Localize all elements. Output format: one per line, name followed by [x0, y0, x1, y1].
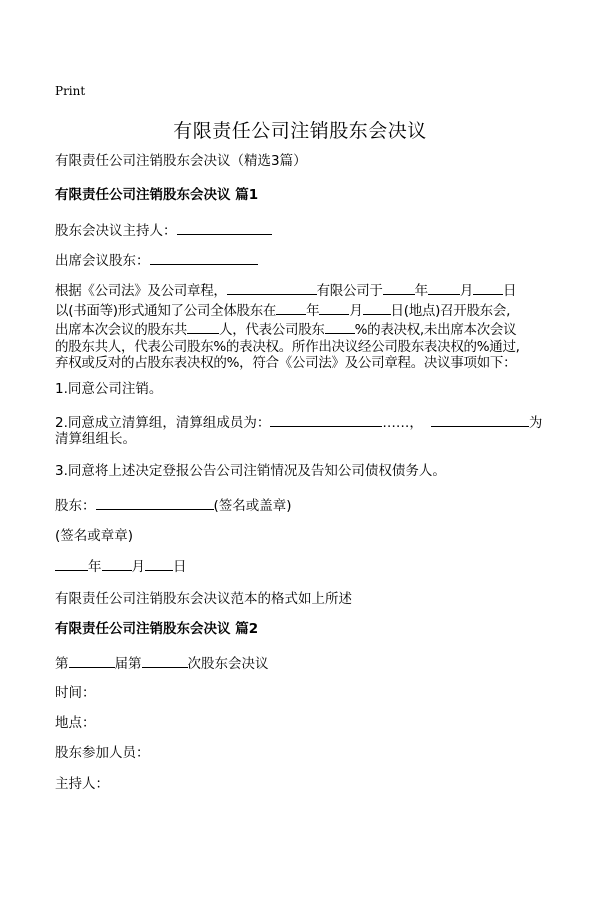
attendees-blank	[150, 250, 258, 265]
session-text: 次股东会决议	[187, 656, 269, 672]
blank	[145, 556, 173, 571]
blank	[55, 556, 88, 571]
host-label: 股东会决议主持人：	[55, 223, 177, 239]
paragraph-row	[55, 300, 545, 320]
document-subtitle: 有限责任公司注销股东会决议（精选3篇）	[55, 153, 307, 169]
session-text: 第	[55, 656, 69, 672]
place-line: 地点：	[55, 715, 96, 731]
item-2	[55, 412, 542, 432]
paragraph-row: 弃权或反对的占股东表决权的%，符合《公司法》及公司章程。决议事项如下：	[55, 355, 517, 371]
date-line	[55, 556, 187, 576]
paragraph-text: 年	[306, 302, 320, 319]
blank	[69, 653, 115, 668]
blank	[102, 556, 132, 571]
attendees-line	[55, 250, 258, 270]
blank	[431, 412, 529, 427]
blank	[363, 300, 391, 315]
paragraph-text: 人，代表公司股东	[219, 322, 325, 338]
time-line: 时间：	[55, 685, 96, 701]
paragraph-row	[55, 319, 545, 339]
resolution-paragraph	[55, 280, 545, 372]
section2-heading: 有限责任公司注销股东会决议 篇2	[55, 621, 259, 637]
paragraph-text: 日	[503, 283, 517, 299]
blank	[319, 300, 349, 315]
paragraph-text: 年	[414, 283, 428, 299]
paragraph-text: %的表决权,未出席本次会议	[354, 322, 517, 338]
blank	[383, 280, 415, 295]
blank	[325, 319, 355, 334]
shareholder-line	[55, 495, 292, 515]
page-title: 有限责任公司注销股东会决议	[173, 120, 427, 142]
item-1: 1.同意公司注销。	[55, 381, 163, 397]
blank	[187, 319, 219, 334]
blank	[227, 280, 317, 295]
shareholder-label: 股东：	[55, 498, 96, 514]
attendees-label: 出席会议股东：	[55, 253, 150, 269]
date-text: 日	[173, 559, 187, 575]
blank	[473, 280, 503, 295]
paragraph-row: 的股东共人，代表公司股东%的表决权。所作出决议经公司股东表决权的%通过,	[55, 338, 520, 355]
item-text: 为	[528, 415, 543, 431]
shareholder-sign: (签名或盖章)	[213, 498, 292, 514]
host-line	[55, 220, 272, 240]
paragraph-text: 月	[349, 302, 363, 319]
item-text: ……，	[382, 415, 423, 431]
session-text: 届第	[114, 656, 142, 672]
date-text: 月	[131, 559, 145, 575]
item-text: 2.同意成立清算组，清算组成员为：	[55, 415, 271, 431]
participants-line: 股东参加人员：	[55, 745, 150, 761]
host-blank	[177, 220, 272, 235]
paragraph-text: 出席本次会议的股东共	[55, 322, 187, 338]
section1-heading: 有限责任公司注销股东会决议 篇1	[55, 187, 259, 203]
blank	[270, 412, 382, 427]
blank	[428, 280, 460, 295]
date-text: 年	[88, 559, 102, 575]
shareholder-blank	[96, 495, 214, 510]
paragraph-row	[55, 280, 545, 300]
seal-line: (签名或章章)	[55, 528, 134, 544]
item-3: 3.同意将上述决定登报公告公司注销情况及告知公司债权债务人。	[55, 463, 446, 479]
closing-line: 有限责任公司注销股东会决议范本的格式如上所述	[55, 591, 352, 607]
paragraph-text: 以(书面等)形式通知了公司全体股东在	[55, 302, 277, 319]
blank	[276, 300, 306, 315]
paragraph-text: 日(地点)召开股东会,	[390, 302, 511, 319]
paragraph-text: 根据《公司法》及公司章程，	[55, 283, 227, 299]
print-link[interactable]: Print	[55, 84, 86, 98]
session-line	[55, 653, 269, 673]
host2-line: 主持人：	[55, 776, 109, 792]
blank	[142, 653, 188, 668]
paragraph-text: 月	[459, 283, 474, 299]
item-2-cont: 清算组组长。	[55, 431, 136, 447]
paragraph-text: 有限公司于	[316, 283, 383, 299]
